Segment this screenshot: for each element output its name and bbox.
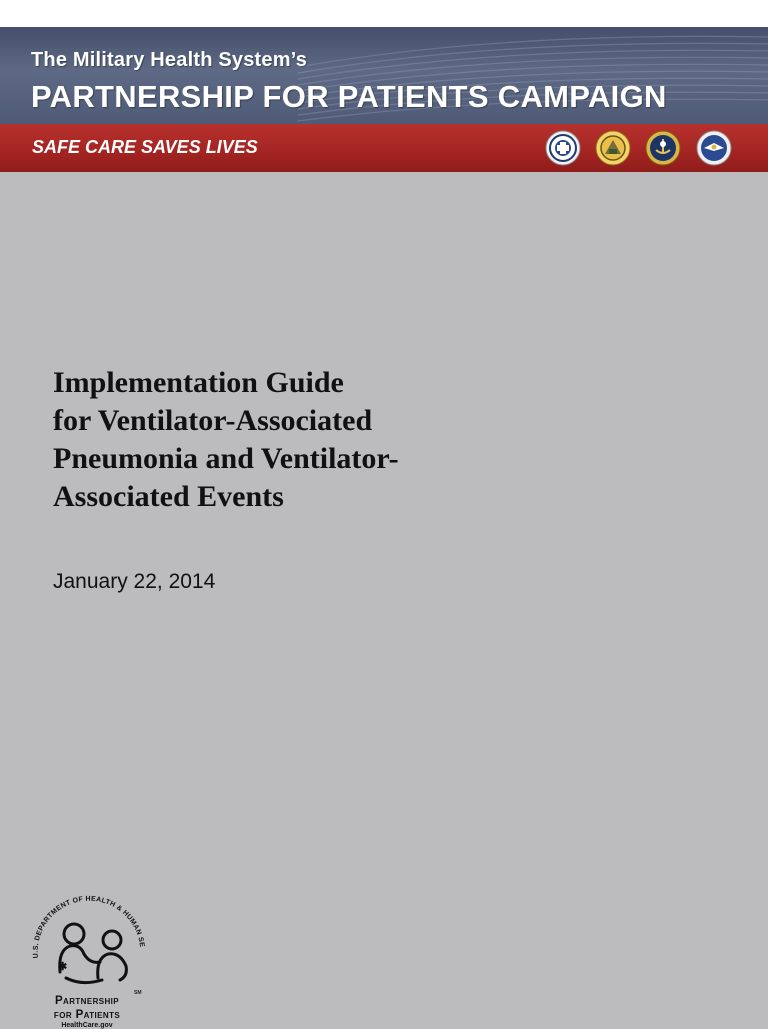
title-line: Implementation Guide <box>53 366 344 399</box>
dha-seal-icon <box>545 130 581 166</box>
banner-subtitle: The Military Health System’s <box>31 49 308 71</box>
document-title <box>53 364 573 516</box>
document-date: January 22, 2014 <box>53 570 216 593</box>
tagline-bar <box>0 124 768 172</box>
army-seal-icon <box>595 130 631 166</box>
logo-name-line2: for Patients <box>53 1009 121 1021</box>
service-mark: SM <box>134 990 142 996</box>
title-line: Associated Events <box>53 480 284 513</box>
logo-name-line1: Partnership <box>54 995 120 1007</box>
logo-url: HealthCare.gov <box>61 1022 113 1029</box>
title-line: Pneumonia and Ventilator- <box>53 442 399 475</box>
air-force-seal-icon <box>696 130 732 166</box>
svg-text:U.S. DEPARTMENT OF HEALTH & HU <box>22 888 145 958</box>
hhs-emblem-icon <box>22 888 152 994</box>
tagline: SAFE CARE SAVES LIVES <box>32 137 258 157</box>
page-top-margin <box>0 0 768 27</box>
campaign-banner <box>0 27 768 124</box>
title-line: for Ventilator-Associated <box>53 404 373 437</box>
svg-text:✱: ✱ <box>58 961 68 973</box>
logo-arc-text: U.S. DEPARTMENT OF HEALTH & HUMAN SE <box>32 895 146 959</box>
partnership-for-patients-logo <box>22 888 152 1029</box>
banner-title: PARTNERSHIP FOR PATIENTS CAMPAIGN <box>31 79 667 114</box>
navy-seal-icon <box>645 130 681 166</box>
